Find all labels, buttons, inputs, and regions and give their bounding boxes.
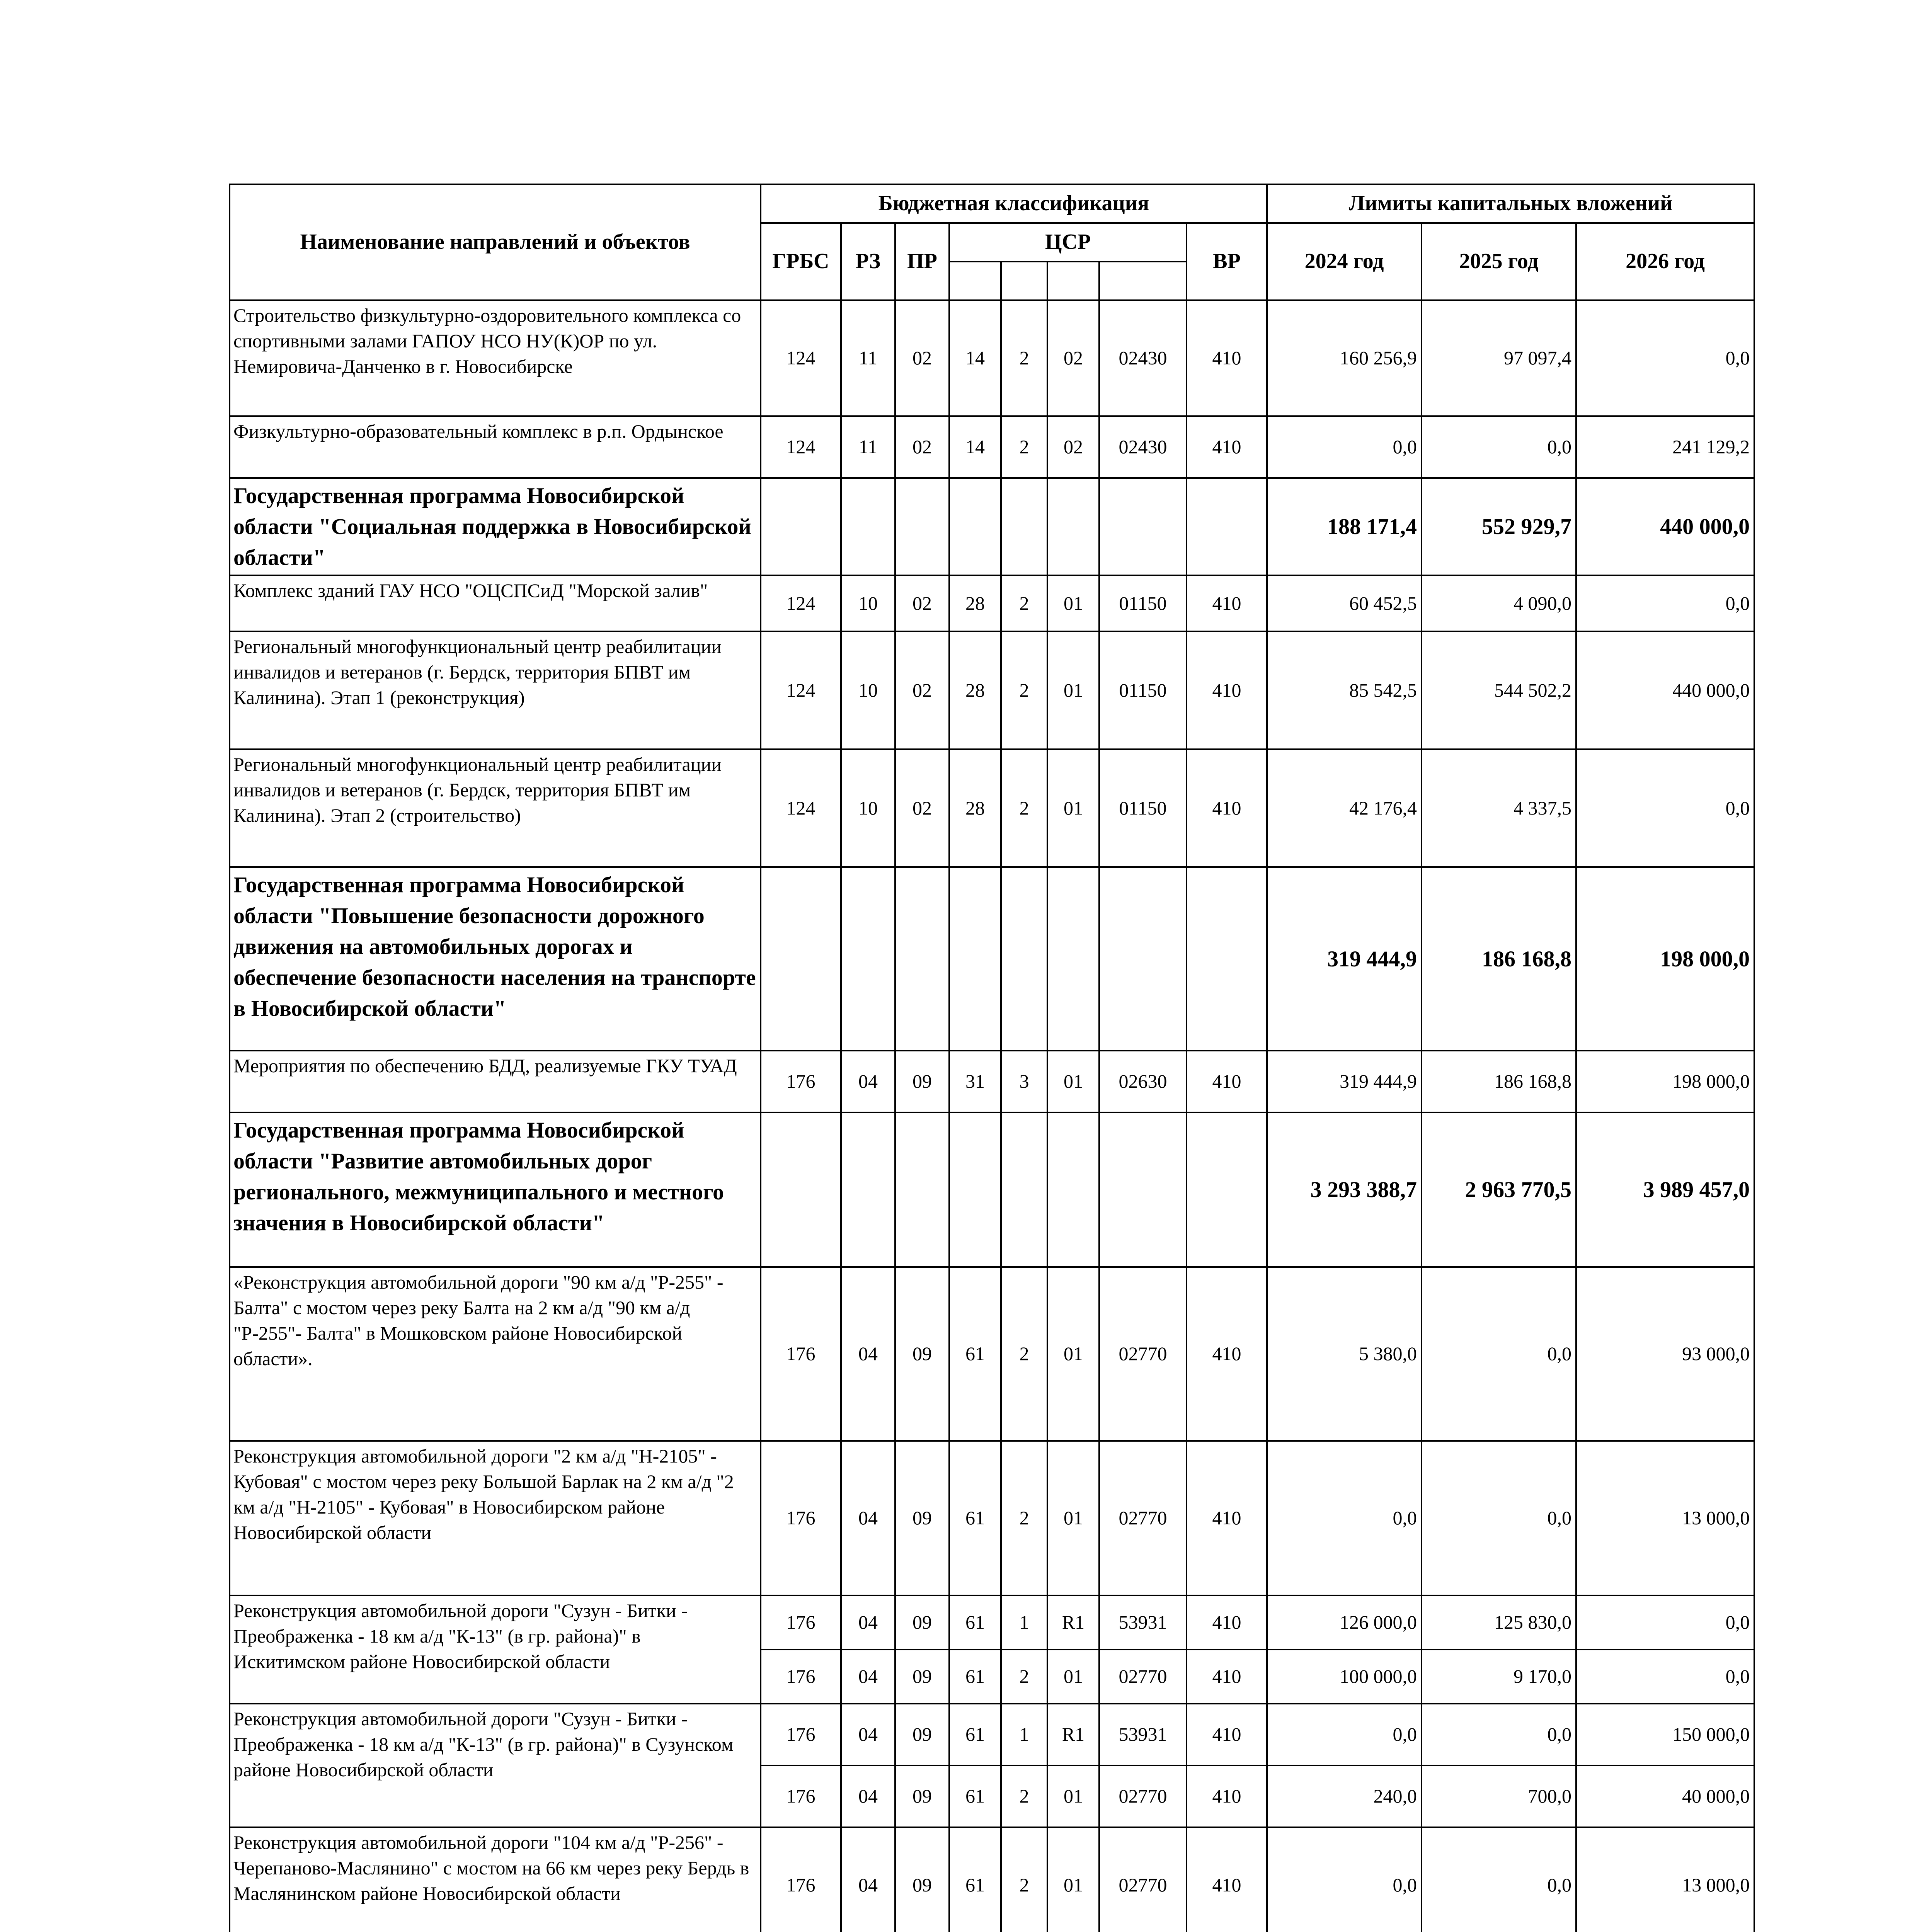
capital-investment-table	[229, 184, 1755, 1932]
limit-2026: 198 000,0	[1576, 1051, 1754, 1112]
csr-part-1: 28	[949, 749, 1001, 867]
limit-2024: 85 542,5	[1267, 631, 1422, 749]
limit-2025: 97 097,4	[1422, 300, 1576, 416]
csr-part-1: 14	[949, 300, 1001, 416]
csr-part-3: 01	[1047, 1827, 1099, 1932]
csr-part-3: 01	[1047, 1267, 1099, 1441]
limit-2026: 0,0	[1576, 749, 1754, 867]
vr-code: 410	[1187, 1051, 1267, 1112]
pr-code: 09	[895, 1765, 949, 1827]
csr-part-2	[1001, 1112, 1047, 1267]
vr-code: 410	[1187, 749, 1267, 867]
object-name: Реконструкция автомобильной дороги "Сузун - Битки - Преображенка - 18 км а/д "К-13" (в гр. района)" в Сузунском районе Новосибирской области	[230, 1704, 761, 1827]
limit-2026: 150 000,0	[1576, 1704, 1754, 1765]
csr-part-2: 2	[1001, 631, 1047, 749]
limit-2026: 440 000,0	[1576, 631, 1754, 749]
header-year-2026: 2026 год	[1576, 223, 1754, 300]
program-name: Государственная программа Новосибирской области "Повышение безопасности дорожного движения на автомобильных дорогах и обеспечение безопасности населения на транспорте в Новосибирской области"	[230, 867, 761, 1051]
object-name: Региональный многофункциональный центр реабилитации инвалидов и ветеранов (г. Бердск, территория БПВТ им Калинина). Этап 2 (строительство)	[230, 749, 761, 867]
limit-2024: 5 380,0	[1267, 1267, 1422, 1441]
grbs-code	[761, 478, 841, 575]
csr-part-3: 01	[1047, 631, 1099, 749]
rz-code: 04	[841, 1765, 895, 1827]
csr-part-4: 01150	[1099, 749, 1187, 867]
csr-part-2: 2	[1001, 1827, 1047, 1932]
object-name: Физкультурно-образовательный комплекс в р.п. Ордынское	[230, 416, 761, 478]
grbs-code: 176	[761, 1267, 841, 1441]
csr-part-3: 01	[1047, 1650, 1099, 1704]
vr-code: 410	[1187, 1827, 1267, 1932]
pr-code: 02	[895, 300, 949, 416]
table-row	[230, 1441, 1754, 1595]
grbs-code: 176	[761, 1704, 841, 1765]
csr-part-1: 61	[949, 1441, 1001, 1595]
limit-2025: 125 830,0	[1422, 1595, 1576, 1650]
object-name: Мероприятия по обеспечению БДД, реализуемые ГКУ ТУАД	[230, 1051, 761, 1112]
csr-part-1: 14	[949, 416, 1001, 478]
rz-code: 04	[841, 1441, 895, 1595]
rz-code	[841, 867, 895, 1051]
rz-code: 10	[841, 575, 895, 631]
table-row	[230, 1827, 1754, 1932]
header-year-2025: 2025 год	[1422, 223, 1576, 300]
header-pr: ПР	[895, 223, 949, 300]
csr-part-1	[949, 867, 1001, 1051]
header-name-column: Наименование направлений и объектов	[230, 184, 761, 300]
pr-code: 02	[895, 749, 949, 867]
csr-part-4: 02770	[1099, 1650, 1187, 1704]
header-csr-part-4	[1099, 262, 1187, 300]
vr-code: 410	[1187, 631, 1267, 749]
header-csr-part-2	[1001, 262, 1047, 300]
grbs-code	[761, 1112, 841, 1267]
vr-code: 410	[1187, 1595, 1267, 1650]
grbs-code: 124	[761, 300, 841, 416]
csr-part-4: 02770	[1099, 1267, 1187, 1441]
csr-part-4: 01150	[1099, 575, 1187, 631]
vr-code: 410	[1187, 300, 1267, 416]
grbs-code: 176	[761, 1595, 841, 1650]
pr-code: 02	[895, 575, 949, 631]
csr-part-3: R1	[1047, 1704, 1099, 1765]
limit-2025: 4 337,5	[1422, 749, 1576, 867]
limit-2024: 0,0	[1267, 416, 1422, 478]
csr-part-1	[949, 478, 1001, 575]
header-csr-part-1	[949, 262, 1001, 300]
limit-2026: 198 000,0	[1576, 867, 1754, 1051]
limit-2026: 3 989 457,0	[1576, 1112, 1754, 1267]
csr-part-2: 2	[1001, 749, 1047, 867]
csr-part-1: 61	[949, 1765, 1001, 1827]
limit-2025: 2 963 770,5	[1422, 1112, 1576, 1267]
csr-part-1: 61	[949, 1595, 1001, 1650]
table-row	[230, 300, 1754, 416]
vr-code	[1187, 1112, 1267, 1267]
pr-code: 09	[895, 1650, 949, 1704]
rz-code: 04	[841, 1827, 895, 1932]
csr-part-3: 01	[1047, 749, 1099, 867]
csr-part-2: 2	[1001, 300, 1047, 416]
grbs-code: 124	[761, 749, 841, 867]
pr-code	[895, 1112, 949, 1267]
limit-2025: 544 502,2	[1422, 631, 1576, 749]
rz-code: 04	[841, 1650, 895, 1704]
csr-part-3: 01	[1047, 1051, 1099, 1112]
vr-code: 410	[1187, 1267, 1267, 1441]
limit-2025: 0,0	[1422, 416, 1576, 478]
vr-code	[1187, 478, 1267, 575]
header-grbs: ГРБС	[761, 223, 841, 300]
limit-2025: 552 929,7	[1422, 478, 1576, 575]
limit-2024: 240,0	[1267, 1765, 1422, 1827]
csr-part-1: 61	[949, 1704, 1001, 1765]
pr-code: 09	[895, 1704, 949, 1765]
limit-2024: 42 176,4	[1267, 749, 1422, 867]
limit-2024: 60 452,5	[1267, 575, 1422, 631]
grbs-code: 124	[761, 575, 841, 631]
grbs-code: 176	[761, 1827, 841, 1932]
header-budget-classification: Бюджетная классификация	[761, 184, 1267, 223]
program-name: Государственная программа Новосибирской области "Развитие автомобильных дорог регионального, межмуниципального и местного значения в Новосибирской области"	[230, 1112, 761, 1267]
limit-2026: 440 000,0	[1576, 478, 1754, 575]
csr-part-1: 61	[949, 1267, 1001, 1441]
vr-code	[1187, 867, 1267, 1051]
rz-code: 04	[841, 1051, 895, 1112]
csr-part-4	[1099, 867, 1187, 1051]
limit-2026: 13 000,0	[1576, 1441, 1754, 1595]
table-row	[230, 1267, 1754, 1441]
object-name: «Реконструкция автомобильной дороги "90 км а/д "Р-255" - Балта" с мостом через реку Балта на 2 км а/д "90 км а/д "Р-255"- Балта" в Мошковском районе Новосибирской области».	[230, 1267, 761, 1441]
pr-code: 09	[895, 1441, 949, 1595]
grbs-code: 176	[761, 1441, 841, 1595]
header-vr: ВР	[1187, 223, 1267, 300]
table-row	[230, 631, 1754, 749]
csr-part-4	[1099, 1112, 1187, 1267]
limit-2025: 9 170,0	[1422, 1650, 1576, 1704]
table-row	[230, 1051, 1754, 1112]
csr-part-2: 3	[1001, 1051, 1047, 1112]
csr-part-2: 1	[1001, 1704, 1047, 1765]
rz-code	[841, 478, 895, 575]
csr-part-1	[949, 1112, 1001, 1267]
csr-part-4: 02430	[1099, 300, 1187, 416]
csr-part-2: 2	[1001, 416, 1047, 478]
program-row	[230, 867, 1754, 1051]
limit-2025: 186 168,8	[1422, 1051, 1576, 1112]
rz-code	[841, 1112, 895, 1267]
limit-2026: 241 129,2	[1576, 416, 1754, 478]
csr-part-2: 2	[1001, 1267, 1047, 1441]
limit-2024: 188 171,4	[1267, 478, 1422, 575]
header-csr: ЦСР	[949, 223, 1187, 262]
csr-part-4: 02770	[1099, 1765, 1187, 1827]
csr-part-3: 02	[1047, 300, 1099, 416]
limit-2024: 160 256,9	[1267, 300, 1422, 416]
grbs-code	[761, 867, 841, 1051]
header-rz: РЗ	[841, 223, 895, 300]
csr-part-1: 28	[949, 575, 1001, 631]
table-row	[230, 1704, 1754, 1765]
limit-2025: 0,0	[1422, 1827, 1576, 1932]
grbs-code: 124	[761, 416, 841, 478]
object-name: Строительство физкультурно-оздоровительного комплекса со спортивными залами ГАПОУ НСО НУ(К)ОР по ул. Немировича-Данченко в г. Новосибирске	[230, 300, 761, 416]
csr-part-4: 02630	[1099, 1051, 1187, 1112]
csr-part-4: 53931	[1099, 1595, 1187, 1650]
csr-part-3: 02	[1047, 416, 1099, 478]
pr-code: 09	[895, 1827, 949, 1932]
table-body	[230, 300, 1754, 1932]
table-row	[230, 749, 1754, 867]
csr-part-3	[1047, 478, 1099, 575]
table-row	[230, 416, 1754, 478]
object-name: Региональный многофункциональный центр реабилитации инвалидов и ветеранов (г. Бердск, территория БПВТ им Калинина). Этап 1 (реконструкция)	[230, 631, 761, 749]
vr-code: 410	[1187, 1765, 1267, 1827]
pr-code	[895, 867, 949, 1051]
csr-part-1: 31	[949, 1051, 1001, 1112]
pr-code: 02	[895, 631, 949, 749]
header-year-2024: 2024 год	[1267, 223, 1422, 300]
csr-part-3: R1	[1047, 1595, 1099, 1650]
limit-2024: 3 293 388,7	[1267, 1112, 1422, 1267]
limit-2024: 126 000,0	[1267, 1595, 1422, 1650]
csr-part-4: 53931	[1099, 1704, 1187, 1765]
rz-code: 04	[841, 1595, 895, 1650]
pr-code: 09	[895, 1267, 949, 1441]
rz-code: 11	[841, 300, 895, 416]
limit-2025: 700,0	[1422, 1765, 1576, 1827]
csr-part-2: 2	[1001, 1650, 1047, 1704]
csr-part-1: 28	[949, 631, 1001, 749]
csr-part-3: 01	[1047, 1441, 1099, 1595]
limit-2024: 319 444,9	[1267, 1051, 1422, 1112]
vr-code: 410	[1187, 1704, 1267, 1765]
csr-part-2	[1001, 478, 1047, 575]
object-name: Реконструкция автомобильной дороги "Сузун - Битки - Преображенка - 18 км а/д "К-13" (в гр. района)" в Искитимском районе Новосибирской области	[230, 1595, 761, 1704]
limit-2024: 0,0	[1267, 1441, 1422, 1595]
csr-part-4: 02430	[1099, 416, 1187, 478]
csr-part-2: 2	[1001, 1765, 1047, 1827]
limit-2025: 186 168,8	[1422, 867, 1576, 1051]
pr-code: 09	[895, 1595, 949, 1650]
csr-part-1: 61	[949, 1650, 1001, 1704]
csr-part-2: 2	[1001, 575, 1047, 631]
grbs-code: 176	[761, 1650, 841, 1704]
csr-part-2: 1	[1001, 1595, 1047, 1650]
vr-code: 410	[1187, 1650, 1267, 1704]
rz-code: 10	[841, 749, 895, 867]
rz-code: 10	[841, 631, 895, 749]
table-row	[230, 1595, 1754, 1650]
csr-part-3: 01	[1047, 1765, 1099, 1827]
csr-part-4: 02770	[1099, 1441, 1187, 1595]
csr-part-2	[1001, 867, 1047, 1051]
table-row	[230, 575, 1754, 631]
limit-2026: 40 000,0	[1576, 1765, 1754, 1827]
vr-code: 410	[1187, 416, 1267, 478]
csr-part-1: 61	[949, 1827, 1001, 1932]
csr-part-4: 02770	[1099, 1827, 1187, 1932]
rz-code: 04	[841, 1267, 895, 1441]
csr-part-4: 01150	[1099, 631, 1187, 749]
limit-2026: 0,0	[1576, 1650, 1754, 1704]
pr-code	[895, 478, 949, 575]
limit-2026: 0,0	[1576, 300, 1754, 416]
object-name: Реконструкция автомобильной дороги "104 км а/д "Р-256" - Черепаново-Маслянино" с мостом на 66 км через реку Бердь в Маслянинском районе Новосибирской области	[230, 1827, 761, 1932]
grbs-code: 176	[761, 1051, 841, 1112]
pr-code: 02	[895, 416, 949, 478]
csr-part-3	[1047, 867, 1099, 1051]
header-csr-part-3	[1047, 262, 1099, 300]
rz-code: 11	[841, 416, 895, 478]
limit-2025: 0,0	[1422, 1704, 1576, 1765]
csr-part-4	[1099, 478, 1187, 575]
pr-code: 09	[895, 1051, 949, 1112]
grbs-code: 124	[761, 631, 841, 749]
limit-2026: 0,0	[1576, 1595, 1754, 1650]
limit-2025: 4 090,0	[1422, 575, 1576, 631]
limit-2024: 0,0	[1267, 1704, 1422, 1765]
limit-2026: 93 000,0	[1576, 1267, 1754, 1441]
object-name: Реконструкция автомобильной дороги "2 км а/д "Н-2105" - Кубовая" с мостом через реку Большой Барлак на 2 км а/д "2 км а/д "Н-2105" - Кубовая" в Новосибирском районе Новосибирской области	[230, 1441, 761, 1595]
program-name: Государственная программа Новосибирской области "Социальная поддержка в Новосибирской области"	[230, 478, 761, 575]
header-capital-limits: Лимиты капитальных вложений	[1267, 184, 1754, 223]
csr-part-3	[1047, 1112, 1099, 1267]
program-row	[230, 1112, 1754, 1267]
rz-code: 04	[841, 1704, 895, 1765]
limit-2025: 0,0	[1422, 1267, 1576, 1441]
csr-part-2: 2	[1001, 1441, 1047, 1595]
csr-part-3: 01	[1047, 575, 1099, 631]
limit-2026: 0,0	[1576, 575, 1754, 631]
limit-2024: 319 444,9	[1267, 867, 1422, 1051]
limit-2025: 0,0	[1422, 1441, 1576, 1595]
object-name: Комплекс зданий ГАУ НСО "ОЦСПСиД "Морской залив"	[230, 575, 761, 631]
limit-2024: 0,0	[1267, 1827, 1422, 1932]
program-row	[230, 478, 1754, 575]
limit-2026: 13 000,0	[1576, 1827, 1754, 1932]
limit-2024: 100 000,0	[1267, 1650, 1422, 1704]
vr-code: 410	[1187, 575, 1267, 631]
grbs-code: 176	[761, 1765, 841, 1827]
vr-code: 410	[1187, 1441, 1267, 1595]
